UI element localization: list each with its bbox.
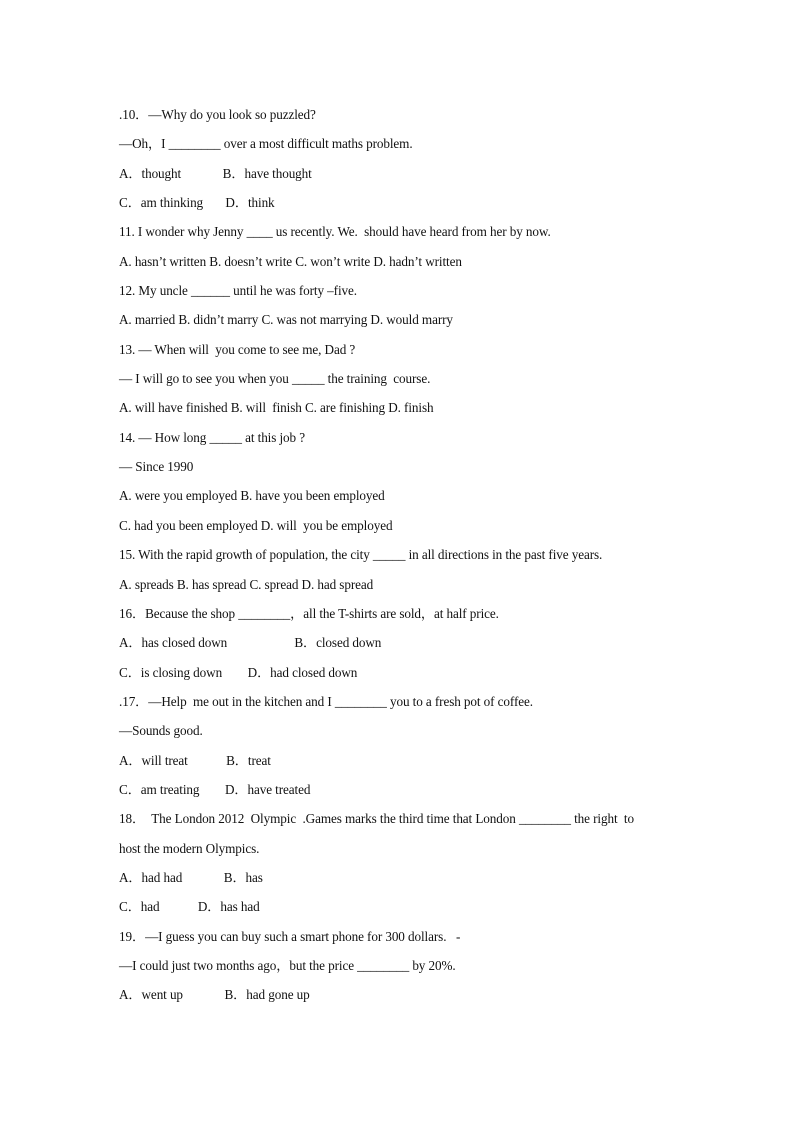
- question-17-response: —Sounds good.: [119, 723, 203, 739]
- question-17-options-ab: A．will treat B．treat: [119, 752, 271, 768]
- question-12-stem: 12. My uncle ______ until he was forty –five.: [119, 283, 357, 299]
- question-15-stem: 15. With the rapid growth of population, the city _____ in all directions in the past five years.: [119, 547, 603, 563]
- question-13-options: A. will have finished B. will finish C. are finishing D. finish: [119, 400, 434, 416]
- question-11-options: A. hasn’t written B. doesn’t write C. won’t write D. hadn’t written: [119, 253, 462, 269]
- question-19-response: —I could just two months ago，but the price ________ by 20%.: [119, 957, 456, 973]
- question-18-options-ab: A．had had B．has: [119, 869, 263, 885]
- question-13-stem: 13. — When will you come to see me, Dad ?: [119, 341, 356, 357]
- question-14-options-ab: A. were you employed B. have you been employed: [119, 488, 385, 504]
- question-12-options: A. married B. didn’t marry C. was not marrying D. would marry: [119, 312, 453, 328]
- question-13-response: — I will go to see you when you _____ the training course.: [119, 371, 431, 387]
- question-18-stem-continued: host the modern Olympics.: [119, 840, 260, 856]
- question-17-options-cd: C．am treating D．have treated: [119, 781, 311, 797]
- question-14-stem: 14. — How long _____ at this job ?: [119, 429, 305, 445]
- question-10-options-ab: A．thought B．have thought: [119, 165, 312, 181]
- question-16-options-cd: C．is closing down D．had closed down: [119, 664, 358, 680]
- question-18-options-cd: C．had D．has had: [119, 899, 260, 915]
- question-10-stem: .10．—Why do you look so puzzled?: [119, 107, 316, 122]
- question-15-options: A. spreads B. has spread C. spread D. had spread: [119, 576, 374, 592]
- question-17-stem: .17．—Help me out in the kitchen and I ________ you to a fresh pot of coffee.: [119, 693, 533, 709]
- question-16-options-ab: A．has closed down B．closed down: [119, 635, 382, 651]
- question-18-stem: 18． The London 2012 Olympic .Games marks the third time that London ________ the right to: [119, 811, 634, 827]
- question-14-options-cd: C. had you been employed D. will you be employed: [119, 517, 393, 533]
- question-16-stem: 16．Because the shop ________，all the T-shirts are sold，at half price.: [119, 605, 499, 621]
- question-14-response: — Since 1990: [119, 459, 194, 475]
- question-19-options-ab: A．went up B．had gone up: [119, 987, 310, 1003]
- question-19-stem: 19．—I guess you can buy such a smart phone for 300 dollars. -: [119, 928, 461, 944]
- question-11-stem: 11. I wonder why Jenny ____ us recently. We. should have heard from her by now.: [119, 224, 551, 240]
- question-10-response: —Oh，I ________ over a most difficult maths problem.: [119, 136, 413, 152]
- question-text-block: [119, 100, 689, 1010]
- question-10-options-cd: C．am thinking D．think: [119, 195, 275, 211]
